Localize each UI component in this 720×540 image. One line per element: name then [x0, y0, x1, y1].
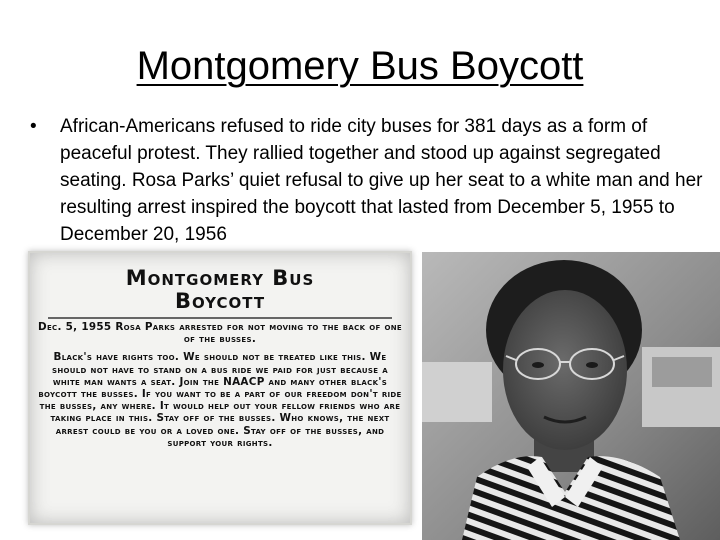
flyer-divider	[48, 317, 392, 319]
flyer-body	[38, 321, 402, 455]
bullet-dot-icon: •	[30, 116, 37, 137]
portrait-illustration	[422, 252, 720, 540]
flyer-title-line1: Montgomery Bus	[125, 266, 315, 290]
slide-title: Montgomery Bus Boycott	[136, 44, 584, 88]
rosa-parks-photo	[422, 252, 720, 540]
flyer-title	[30, 267, 410, 313]
flyer-title-line2: Boycott	[174, 289, 266, 313]
bullet-point	[30, 113, 720, 248]
flyer-paragraph-call-to-action: Black's have rights too. We should not be treated like this. We should not have to stand on a bus ride we paid for just because a white man wants a seat. Join the NAACP and many other black's boycott the busses. If you want to be a part of our freedom don't ride the busses, any where. It would help out your fellow friends who are taking place in this. Stay off of the busses. Who knows, the next arrest could be you or a loved one. Stay off of the busses, and support your rights.	[38, 351, 402, 449]
bullet-text: African-Americans refused to ride city buses for 381 days as a form of peaceful protest. They rallied together and stood up against segregated seating. Rosa Parks’ quiet refusal to give up her seat to a white man and her resulting arrest inspired the boycott that lasted from December 5, 1955 to December 20, 1956	[60, 116, 703, 245]
flyer-paragraph-arrest: Dec. 5, 1955 Rosa Parks arrested for not moving to the back of one of the busses.	[38, 321, 402, 346]
boycott-flyer-image	[28, 251, 412, 525]
